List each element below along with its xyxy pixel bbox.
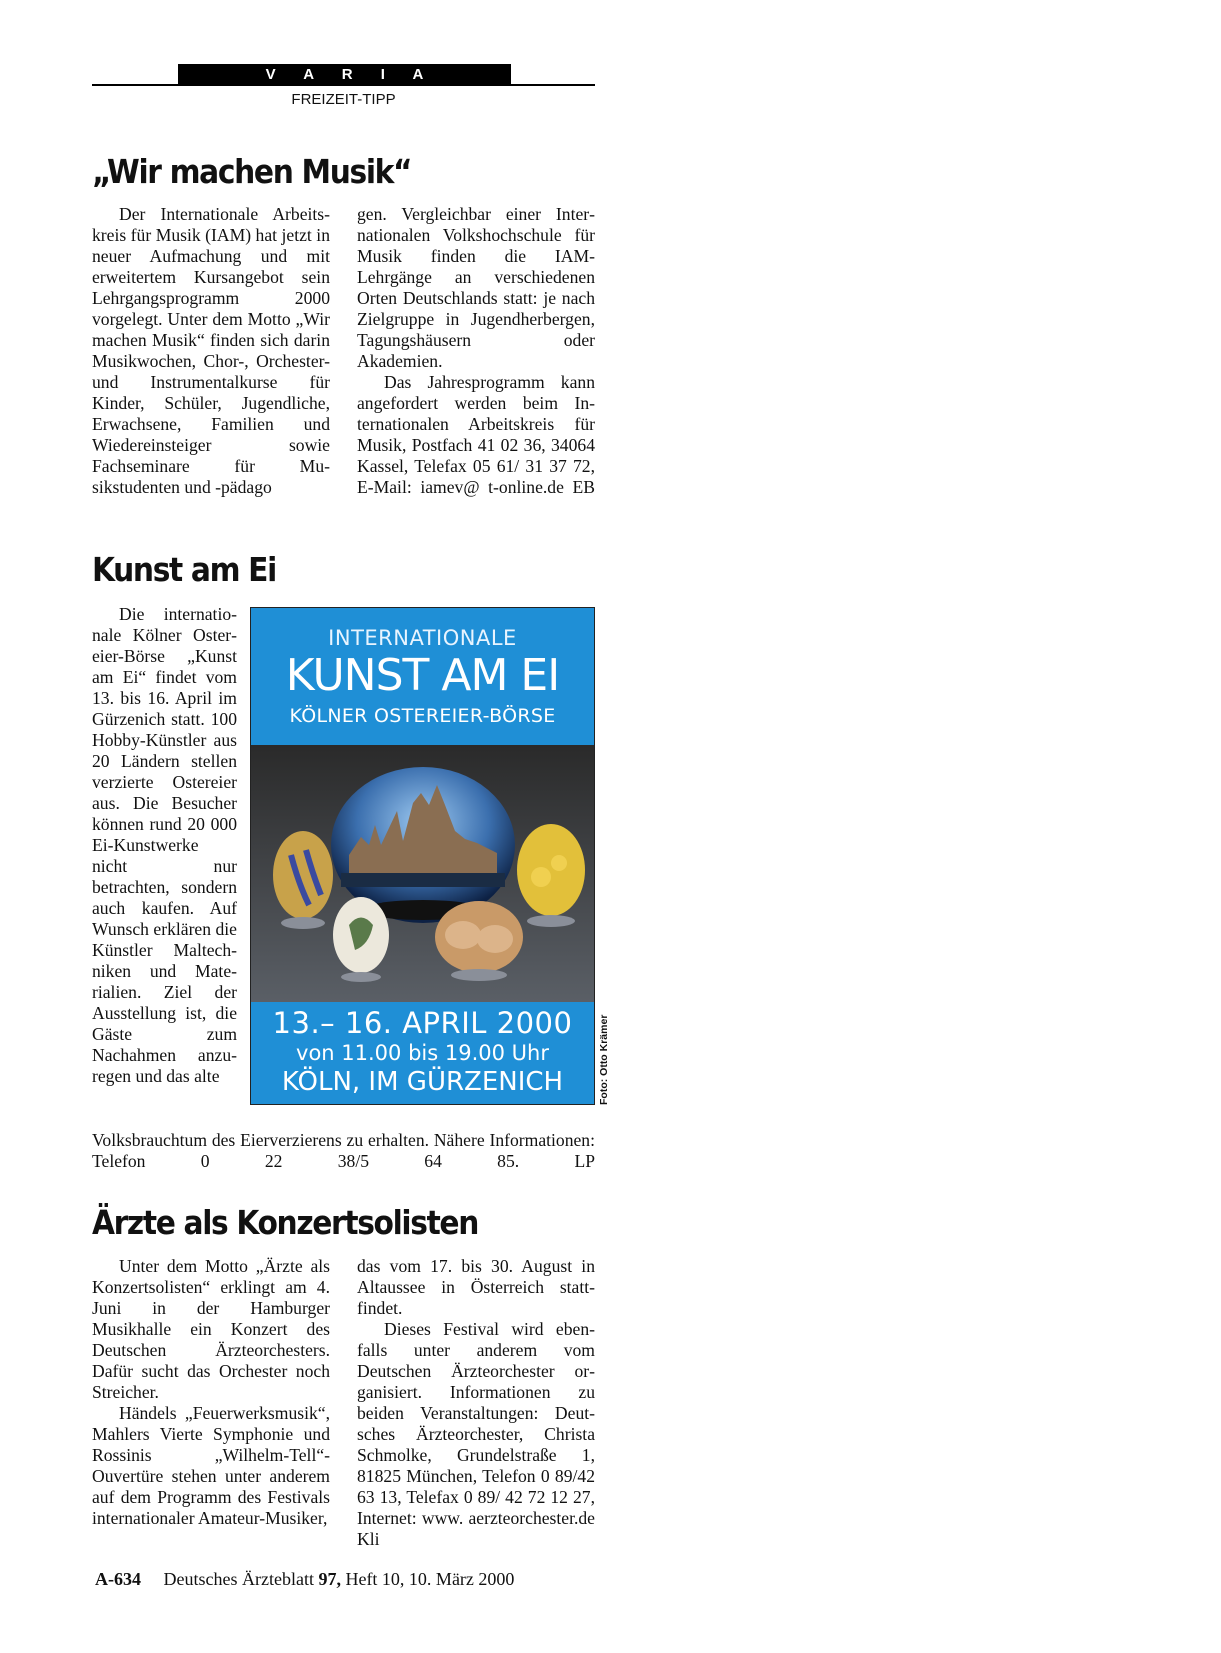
- article2-left-column: [92, 604, 237, 1087]
- article1-right-column: [357, 204, 595, 498]
- article1-paragraph: gen. Vergleichbar einer Internationalen Volkshochschule für Musik finden die IAM-Lehrgänge an verschiedenen Orten Deutschlands statt: je nach Zielgruppe in Jugendherbergen, Tagungshäusern oder Akademien.: [357, 204, 595, 371]
- article3-paragraph: das vom 17. bis 30. August in Altaussee in Österreich stattfindet.: [357, 1256, 595, 1318]
- article2-paragraph: Volksbrauchtum des Eierverzierens zu erhalten. Nähere Informationen: Telefon 0 22 38/5 64 85. LP: [92, 1130, 595, 1171]
- kunst-am-ei-poster: [250, 607, 595, 1105]
- article2-paragraph: Die internationale Kölner Ostereier-Börse „Kunst am Ei“ findet vom 13. bis 16. April im Gürzenich statt. 100 Hobby-Künstler aus 20 Ländern stellen verzierte Ostereier aus. Die Besucher können rund 20 000 Ei-Kunstwerke nicht nur betrachten, sondern auch kaufen. Auf Wunsch erklären die Künstler Maltechniken und Materialien. Ziel der Ausstellung ist, die Gäste zum Nachahmen anzuregen und das alte: [92, 604, 237, 1086]
- article3-paragraph: Händels „Feuerwerksmusik“, Mahlers Vierte Symphonie und Rossinis „Wilhelm-Tell“-Ouvertüre stehen unter anderem auf dem Programm des Festivals internationaler Amateur-Musiker,: [92, 1403, 330, 1528]
- article2-full-width-text: [92, 1130, 595, 1172]
- poster-title: KUNST AM EI: [285, 650, 560, 701]
- poster-dates: 13.– 16. APRIL 2000: [272, 1006, 573, 1040]
- poster-line: INTERNATIONALE: [328, 626, 517, 650]
- decorated-eggs-photo: [251, 745, 594, 1002]
- page-number: A-634: [95, 1569, 141, 1589]
- article3-paragraph: Dieses Festival wird ebenfalls unter anderem vom Deutschen Ärzteorchester organisiert. Informationen zu beiden Veranstaltungen: Deutsches Ärzteorchester, Christa Schmolke, Grundelstraße 1, 81825 München, Telefon 0 89/42 63 13, Telefax 0 89/ 42 72 12 27, Internet: www. aerzteorchester.de Kli: [357, 1319, 595, 1549]
- article1-paragraph: Der Internationale Arbeitskreis für Musik (IAM) hat jetzt in neuer Aufmachung und mit erweitertem Kursangebot sein Lehrgangsprogramm 2000 vorgelegt. Unter dem Motto „Wir machen Musik“ finden sich darin Musikwochen, Chor-, Orchester- und Instrumentalkurse für Kinder, Schüler, Jugendliche, Erwachsene, Familien und Wiedereinsteiger sowie Fachseminare für Musikstudenten und -pädago: [92, 204, 330, 497]
- subsection-label: FREIZEIT-TIPP: [291, 91, 396, 108]
- article3-right-column: [357, 1256, 595, 1550]
- journal-issue: Heft 10, 10. März 2000: [345, 1569, 515, 1589]
- journal-volume: 97,: [318, 1569, 341, 1589]
- photo-credit: Foto: Otto Krämer: [598, 1014, 610, 1105]
- article1-left-column: [92, 204, 330, 498]
- poster-subtitle: KÖLNER OSTEREIER-BÖRSE: [289, 705, 556, 727]
- article-title-wir-machen-musik: „Wir machen Musik“: [92, 152, 412, 191]
- page-footer: [95, 1569, 514, 1590]
- article1-paragraph: Das Jahresprogramm kann angefordert werden beim Internationalen Arbeitskreis für Musik, Postfach 41 02 36, 34064 Kassel, Telefax 05 61/ 31 37 72, E-Mail: iamev@ t-online.de EB: [357, 372, 595, 497]
- section-label-varia: V A R I A: [178, 64, 511, 85]
- article3-left-column: [92, 1256, 330, 1529]
- poster-venue: KÖLN, IM GÜRZENICH: [281, 1067, 564, 1097]
- article3-paragraph: Unter dem Motto „Ärzte als Konzertsolisten“ erklingt am 4. Juni in der Hamburger Musikhalle ein Konzert des Deutschen Ärzteorchesters. Dafür sucht das Orchester noch Streicher.: [92, 1256, 330, 1402]
- journal-name: Deutsches Ärzteblatt: [163, 1569, 314, 1589]
- article-title-aerzte-als-konzertsolisten: Ärzte als Konzertsolisten: [92, 1203, 479, 1242]
- poster-hours: von 11.00 bis 19.00 Uhr: [296, 1041, 549, 1065]
- article-title-kunst-am-ei: Kunst am Ei: [92, 550, 276, 589]
